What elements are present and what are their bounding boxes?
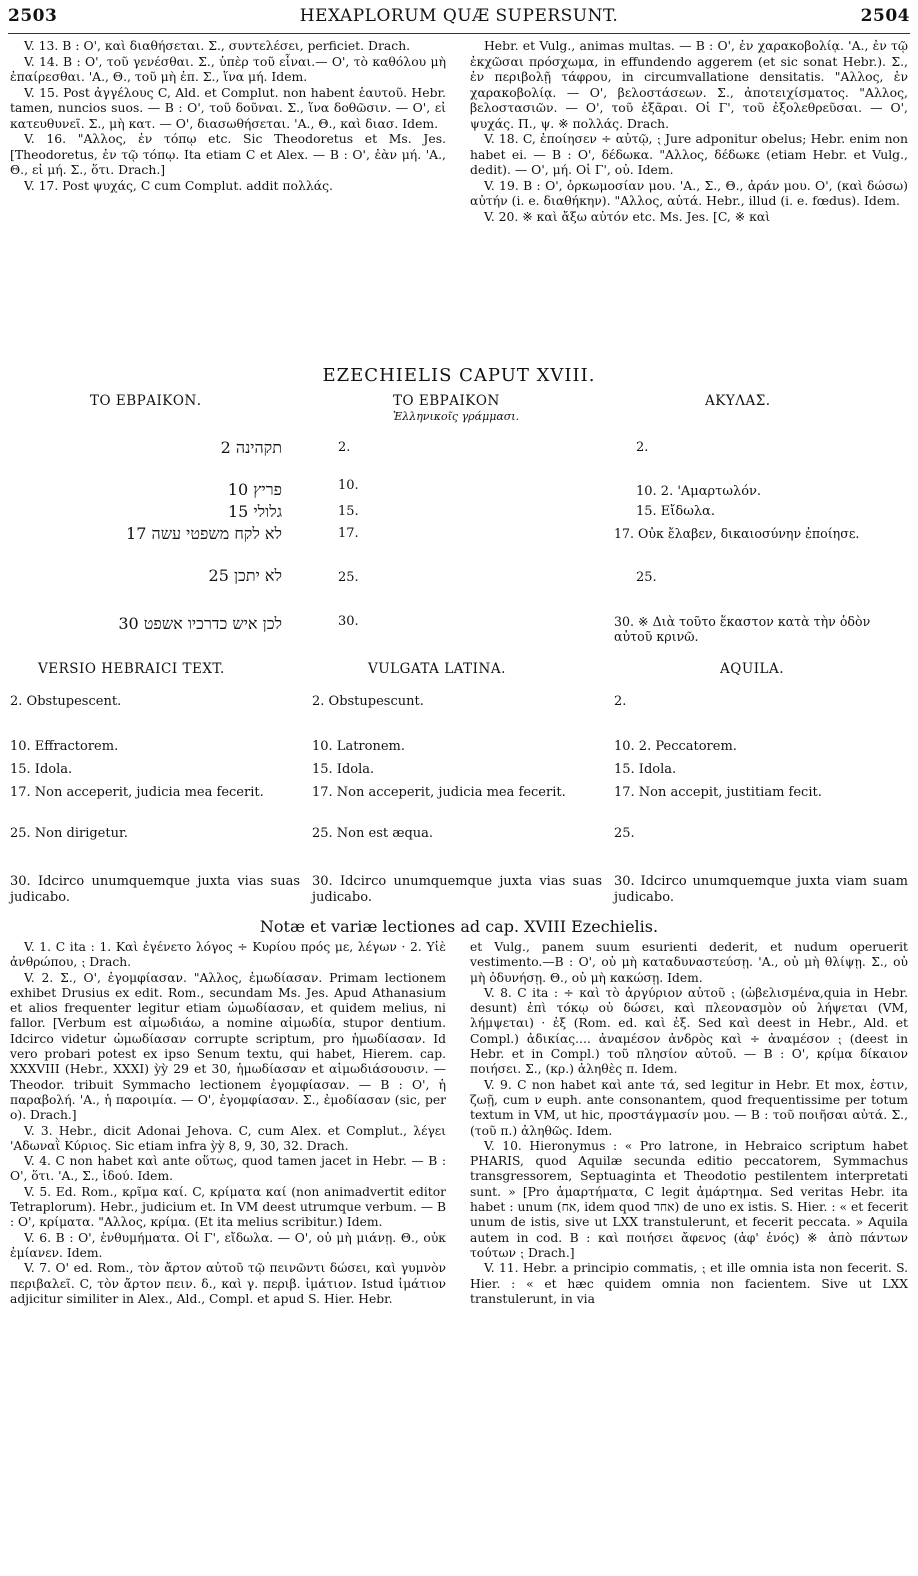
latin-cell: 2. xyxy=(614,694,627,709)
latin-cell: 25. Non dirigetur. xyxy=(10,826,128,841)
note-paragraph: V. 11. Hebr. a principio commatis, ⁏ et ille omnia ista non fecerit. S. Hier. : « et hæc quidem omnia non facientem. Sive ut LXX transtulerunt, in via xyxy=(470,1261,908,1306)
translit-cell: 2. xyxy=(338,440,351,455)
latin-cell: 10. Effractorem. xyxy=(10,739,119,754)
latin-cell: 2. Obstupescunt. xyxy=(312,694,424,709)
col-header-versio: VERSIO HEBRAICI TEXT. xyxy=(38,661,225,677)
latin-cell: 30. Idcirco unumquemque juxta vias suas judicabo. xyxy=(10,874,300,905)
note-paragraph: V. 10. Hieronymus : « Pro latrone, in Hebraico scriptum habet PHARIS, quod Aquilæ secunda editio peccatorem, Symmachus transgressorem, Septuaginta et Theodotio pestilentem interpretati sunt. » [Pro ἁμαρτήματα, C legit ἁμάρτημα. Sed veritas Hebr. ita habet : unum (אח, idem quod אחד) de uno ex istis. S. Hier. : « et fecerit unum de istis, sive ut LXX transtulerunt, et fecerit peccata. » Aquila autem in cod. B : καὶ ποιήσει ἄφενος (ἀφ' ἑνός) ※ ἀπὸ πάντων τούτων ⁏ Drach.] xyxy=(470,1138,908,1260)
top-right-column xyxy=(470,38,908,224)
notes-right-column xyxy=(470,940,908,1307)
col-subheader: Ἑλληνικοῖς γράμμασι. xyxy=(393,410,520,423)
note-paragraph: V. 3. Hebr., dicit Adonai Jehova. C, cum Alex. et Complut., λέγει 'Αδωναῒ Κύριος. Sic etiam infra ỳỳ 8, 9, 30, 32. Drach. xyxy=(10,1123,446,1153)
latin-cell: 25. Non est æqua. xyxy=(312,826,434,841)
note-paragraph: Hebr. et Vulg., animas multas. — B : Ο', ἐν χαρακοβολίᾳ. 'Α., ἐν τῷ ἐκχῶσαι πρόσχωμα, in effundendo aggerem (et sic sonat Hebr.). Σ., ἐν περιβολῇ τάφρου, in circumvallatione densitatis. "Αλλος, ἐν χαρακοβολίᾳ. — Ο', βελοστάσεων. Σ., ἀποτειχίσματος. "Αλλος, βελοστασιῶν. — Ο', τοῦ ἐξᾶραι. Οἱ Γ', τοῦ ἐξολεθρεῦσαι. — Ο', ψυχάς. Π., ψ. ※ πολλάς. Drach. xyxy=(470,38,908,131)
note-paragraph: V. 9. C non habet καὶ ante τά, sed legitur in Hebr. Et mox, ἐστιν, ζωῇ, cum ν euph. ante consonantem, quod frequentissime per totum textum in VM, ut hic, προστάγμασίν μου. — B : τοῦ ποιῆσαι αὐτά. Σ., (τοῦ π.) ἀληθῶς. Idem. xyxy=(470,1077,908,1138)
header-rule xyxy=(8,33,910,34)
aquila-cell: 15. Εἴδωλα. xyxy=(636,504,715,519)
latin-cell: 15. Idola. xyxy=(614,762,677,777)
latin-cell: 10. Latronem. xyxy=(312,739,405,754)
latin-cell: 30. Idcirco unumquemque juxta vias suas judicabo. xyxy=(312,874,602,905)
aquila-cell: 2. xyxy=(636,440,649,455)
hebrew-cell: 10 פריץ xyxy=(227,480,282,499)
hebrew-cell: 15 גלולי xyxy=(228,502,282,521)
latin-cell: 15. Idola. xyxy=(10,762,73,777)
col-header-greek-letters: ΤΟ ΕΒΡΑΙΚΟΝ xyxy=(393,393,500,409)
col-header-aquila-latin: AQUILA. xyxy=(720,661,785,677)
hebrew-cell: 25 לא יתכן xyxy=(208,566,282,585)
latin-cell: 2. Obstupescent. xyxy=(10,694,122,709)
hebrew-cell: 2 תקהינה xyxy=(220,438,282,457)
aquila-cell: 25. xyxy=(636,570,657,585)
note-paragraph: et Vulg., panem suum esurienti dederit, et nudum operuerit vestimento.—B : Ο', οὐ μὴ καταδυναστεύσῃ. 'Α., οὐ μὴ θλίψῃ. Σ., οὐ μὴ ὀδυνήσῃ. Θ., οὐ μὴ κακώσῃ. Idem. xyxy=(470,940,908,985)
note-paragraph: V. 4. C non habet καὶ ante οὕτως, quod tamen jacet in Hebr. — B : Ο', ὅτι. 'Α., Σ., ἰδού. Idem. xyxy=(10,1154,446,1184)
chapter-title: EZECHIELIS CAPUT XVIII. xyxy=(322,365,596,386)
translit-cell: 30. xyxy=(338,614,359,629)
page-title: HEXAPLORUM QUÆ SUPERSUNT. xyxy=(299,6,619,26)
top-left-column xyxy=(10,38,446,193)
aquila-cell: 30. ※ Διὰ τοῦτο ἕκαστον κατὰ τὴν ὁδὸν αὐτοῦ κρινῶ. xyxy=(614,614,871,644)
latin-cell: 10. 2. Peccatorem. xyxy=(614,739,737,754)
page-number-right: 2504 xyxy=(860,6,910,26)
notes-left-column xyxy=(10,940,446,1307)
page-number-left: 2503 xyxy=(8,6,58,26)
col-header-hebrew: ΤΟ ΕΒΡΑΙΚΟΝ. xyxy=(90,393,202,409)
note-paragraph: V. 14. B : Ο', τοῦ γενέσθαι. Σ., ὑπὲρ τοῦ εἶναι.— Ο', τὸ καθόλου μὴ ἐπαίρεσθαι. 'Α., Θ., τοῦ μὴ ἐπ. Σ., ἵνα μή. Idem. xyxy=(10,53,446,84)
note-paragraph: V. 15. Post ἀγγέλους C, Ald. et Complut. non habent ἑαυτοῦ. Hebr. tamen, nuncios suos. — B : Ο', τοῦ δοῦναι. Σ., ἵνα δοθῶσιν. — Ο', εἰ κατευθυνεῖ. Σ., μὴ κατ. — Ο', διασωθήσεται. 'Α., Θ., καὶ διασ. Idem. xyxy=(10,84,446,131)
note-paragraph: V. 6. B : Ο', ἐνθυμήματα. Οἱ Γ', εἴδωλα. — Ο', οὐ μὴ μιάνῃ. Θ., οὐκ ἐμίανεν. Idem. xyxy=(10,1230,446,1260)
note-paragraph: V. 2. Σ., Ο', ἐγομφίασαν. "Αλλος, ἐμωδίασαν. Primam lectionem exhibet Drusius ex edit. Rom., secundam Ms. Jes. Apud Athanasium et alios frequenter legitur etiam ὠμωδίασαν, et quidem melius, ni fallor. [Verbum est αἱμωδιάω, a nomine αἱμωδία, stupor dentium. Idcirco videtur ὠμωδίασαν corrupte scriptum, pro ἡμωδίασαν. Id vero probari potest ex ipso Senum textu, qui habet, Hierem. cap. XXXVIII (Hebr., XXXI) ỳỳ 29 et 30, ἡμωδίασαν et αἱμωδιάσουσιν. — Theodor. tribuit Symmacho lectionem ἐγομφίασαν. — B : Ο', ἡ παραβολή. 'Α., ἡ παροιμία. — Ο', ἐγομφίασαν. Σ., ἐμοδίασαν (sic, per o). Drach.] xyxy=(10,970,446,1123)
note-paragraph: V. 13. B : Ο', καὶ διαθήσεται. Σ., συντελέσει, perficiet. Drach. xyxy=(24,38,411,53)
col-header-vulgata: VULGATA LATINA. xyxy=(368,661,506,677)
hebrew-cell: 30 לכן איש כדרכיו אשפט xyxy=(118,614,282,633)
latin-cell: 30. Idcirco unumquemque juxta viam suam judicabo. xyxy=(614,874,908,905)
note-paragraph: V. 18. C, ἐποίησεν ÷ αὐτῷ, ⁏ Jure adponitur obelus; Hebr. enim non habet ei. — B : Ο', δέδωκα. "Αλλος, δέδωκε (etiam Hebr. et Vulg., dedit). — Ο', μή. Οἱ Γ', οὐ. Idem. xyxy=(470,131,908,177)
running-header xyxy=(8,6,910,28)
note-paragraph: V. 17. Post ψυχάς, C cum Complut. addit πολλάς. xyxy=(24,177,333,193)
note-paragraph: V. 7. Ο' ed. Rom., τὸν ἄρτον αὐτοῦ τῷ πεινῶντι δώσει, καὶ γυμνὸν περιβαλεῖ. C, τὸν ἄρτον πειν. δ., καὶ γ. περιβ. ἱμάτιον. Istud ἱμάτιον adjicitur similiter in Alex., Ald., Compl. et apud S. Hier. Hebr. xyxy=(10,1261,446,1306)
translit-cell: 10. xyxy=(338,478,359,493)
translit-cell: 25. xyxy=(338,570,359,585)
latin-cell: 17. Non acceperit, judicia mea fecerit. xyxy=(312,785,566,800)
note-paragraph: V. 1. C ita : 1. Καὶ ἐγένετο λόγος ÷ Κυρίου πρός με, λέγων · 2. Υἱὲ ἀνθρώπου, ⁏ Drach. xyxy=(10,940,446,970)
latin-cell: 25. xyxy=(614,826,635,841)
note-paragraph: V. 20. ※ καὶ ἄξω αὐτόν etc. Ms. Jes. [C, ※ καὶ xyxy=(484,208,771,224)
translit-cell: 15. xyxy=(338,504,359,519)
latin-cell: 17. Non acceperit, judicia mea fecerit. xyxy=(10,785,264,800)
note-paragraph: V. 19. B : Ο', ὁρκωμοσίαν μου. 'Α., Σ., Θ., ἀράν μου. Ο', (καὶ δώσω) αὐτήν (i. e. διαθήκην). "Αλλος, αὐτά. Hebr., illud (i. e. fœdus). Idem. xyxy=(470,177,908,208)
hebrew-cell: 17 לא לקח משפטי עשה xyxy=(126,524,282,543)
col-header-aquila: ΑΚΥΛΑΣ. xyxy=(705,393,771,409)
aquila-cell: 10. 2. 'Αμαρτωλόν. xyxy=(636,484,762,499)
latin-cell: 17. Non accepit, justitiam fecit. xyxy=(614,785,822,800)
note-paragraph: V. 5. Ed. Rom., κρῖμα καί. C, κρίματα καί (non animadvertit editor Tetraplorum). Hebr., judicium et. In VM deest utrumque verbum. — B : Ο', κρίματα. "Αλλος, κρίμα. (Et ita melius scribitur.) Idem. xyxy=(10,1184,446,1230)
aquila-cell: 17. Οὐκ ἔλαβεν, δικαιοσύνην ἐποίησε. xyxy=(614,526,860,541)
translit-cell: 17. xyxy=(338,526,359,541)
note-paragraph: V. 8. C ita : ÷ καὶ τὸ ἀργύριον αὐτοῦ ⁏ (ὠβελισμένα,quia in Hebr. desunt) ἐπὶ τόκῳ οὐ δώσει, καὶ πλεονασμὸν οὐ λήψεται (VM, λήμψεται) · ἐξ (Rom. ed. καὶ ἐξ. Sed καὶ deest in Hebr., Ald. et Compl.) ἀδικίας.... ἀναμέσον ἀνδρὸς καὶ ÷ ἀναμέσον ⁏ (deest in Hebr. et in Compl.) τοῦ πλησίον αὐτοῦ. — B : Ο', κρίμα δίκαιον ποιήσει. Σ., (κρ.) ἀληθὲς π. Idem. xyxy=(470,985,908,1077)
note-paragraph: V. 16. "Αλλος, ἐν τόπῳ etc. Sic Theodoretus et Ms. Jes. [Theodoretus, ἐν τῷ τόπῳ. Ita etiam C et Alex. — B : Ο', ἐὰν μή. 'Α., Θ., εἰ μή. Σ., ὅτι. Drach.] xyxy=(10,131,446,177)
notes-title: Notæ et variæ lectiones ad cap. XVIII Ezechielis. xyxy=(259,917,659,936)
latin-cell: 15. Idola. xyxy=(312,762,375,777)
